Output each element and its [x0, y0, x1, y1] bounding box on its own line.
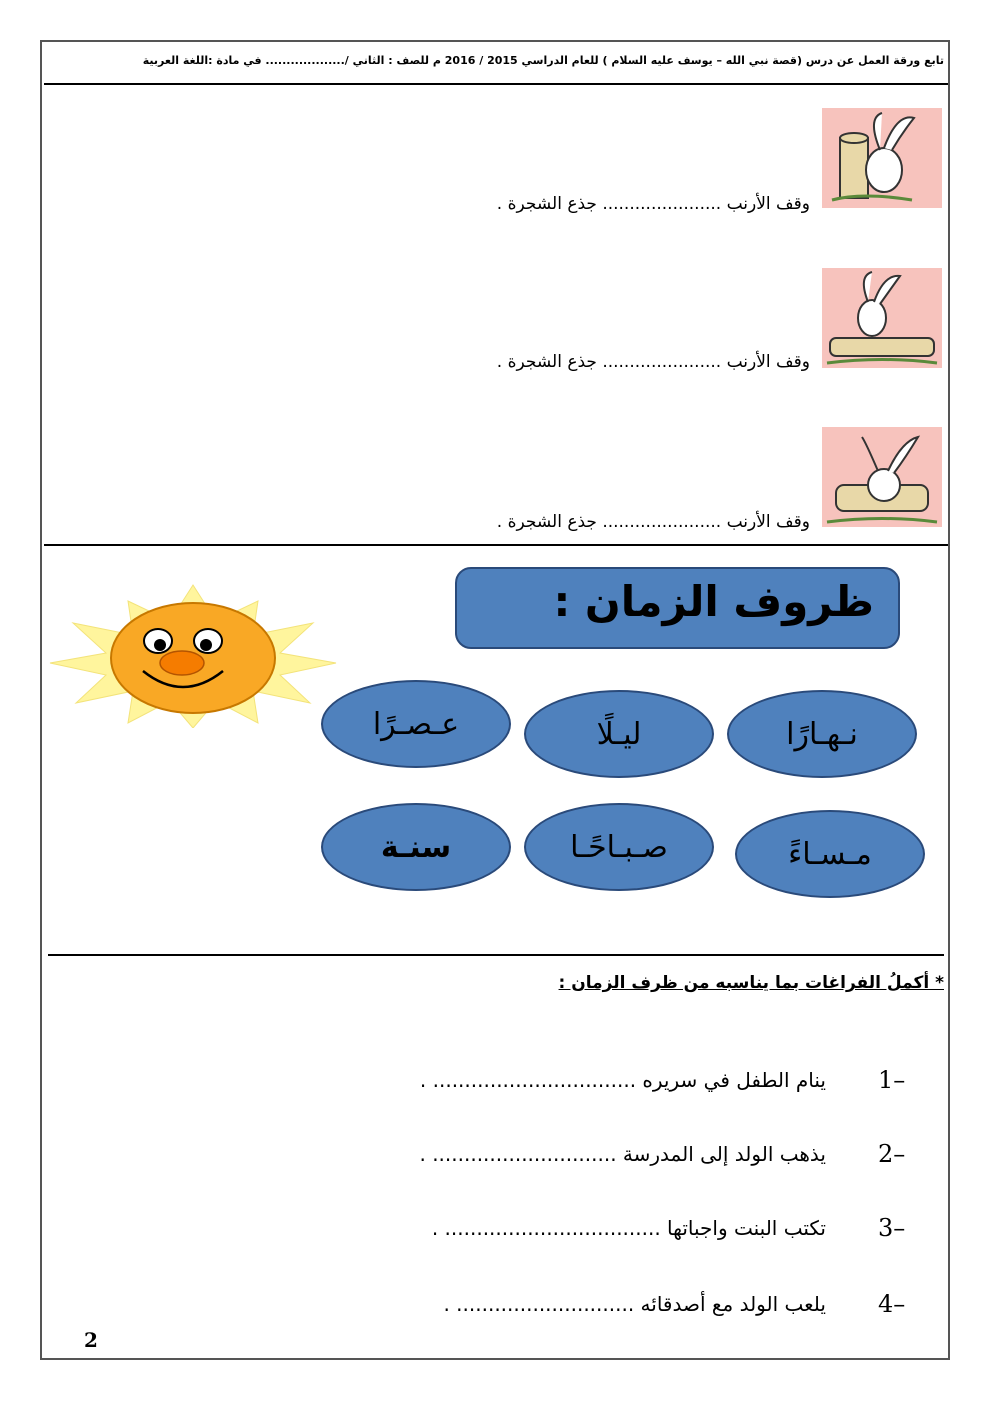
section-divider-1 — [44, 544, 948, 546]
time-adverbs-title-box — [455, 567, 900, 649]
word-oval-morning: صـبـاحًـا — [524, 803, 714, 891]
section-divider-2 — [48, 954, 944, 956]
exercise-sentence-2: يذهب الولد إلى المدرسة ............................. . — [419, 1142, 826, 1166]
time-adverbs-title: ظروف الزمان : — [553, 577, 874, 626]
word-oval-daytime: نـهـارًا — [727, 690, 917, 778]
word-oval-evening: مـسـاءً — [735, 810, 925, 898]
smiling-sun-icon — [48, 583, 338, 728]
rabbit-on-trunk-picture — [822, 268, 942, 368]
worksheet-header: تابع ورقة العمل عن درس (قصة نبي الله – يوسف عليه السلام ) للعام الدراسي 2015 / 2016 م للصف : الثاني /................... في مادة :اللغة العربية — [142, 54, 944, 67]
rabbit-sentence-2: وقف الأرنب ...................... جذع الشجرة . — [496, 352, 810, 372]
header-divider — [44, 83, 948, 85]
exercise-instruction: * أكملُ الفراغات بما يناسبه من ظرف الزمان : — [558, 973, 944, 993]
word-oval-afternoon: عـصـرًا — [321, 680, 511, 768]
exercise-sentence-3: تكتب البنت واجباتها .................................. . — [431, 1216, 826, 1240]
rabbit-sentence-1: وقف الأرنب ...................... جذع الشجرة . — [496, 194, 810, 214]
rabbit-behind-trunk-picture — [822, 108, 942, 208]
exercise-number-3: 3– — [878, 1214, 906, 1242]
page-number: 2 — [84, 1328, 98, 1352]
rabbit-in-front-of-trunk-picture — [822, 427, 942, 527]
exercise-sentence-4: يلعب الولد مع أصدقائه ............................ . — [443, 1292, 826, 1316]
word-oval-night: ليـلًا — [524, 690, 714, 778]
rabbit-sentence-3: وقف الأرنب ...................... جذع الشجرة . — [496, 512, 810, 532]
exercise-number-2: 2– — [878, 1140, 906, 1168]
exercise-number-4: 4– — [878, 1290, 906, 1318]
exercise-sentence-1: ينام الطفل في سريره ................................ . — [419, 1068, 826, 1092]
word-oval-year: سنـة — [321, 803, 511, 891]
exercise-number-1: 1– — [878, 1066, 906, 1094]
